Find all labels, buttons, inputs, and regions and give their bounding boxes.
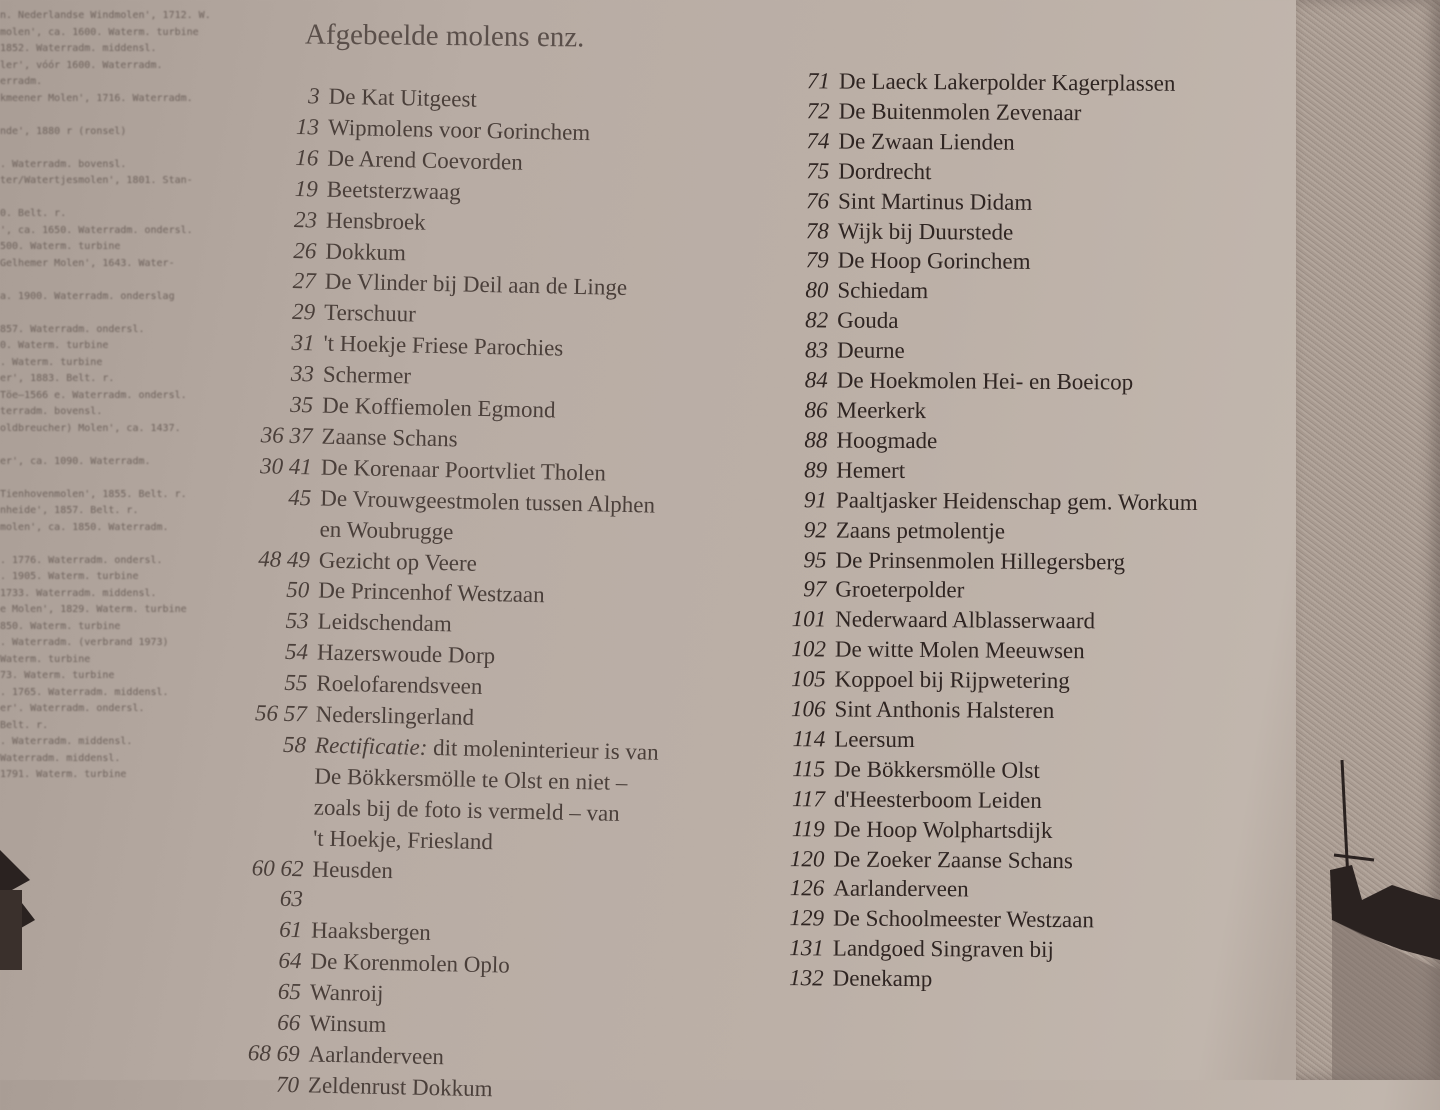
page-number: 117 — [792, 785, 825, 812]
list-item — [766, 604, 1286, 638]
list-item-text — [835, 575, 1286, 608]
list-item — [766, 544, 1286, 578]
page-number: 88 — [804, 427, 828, 453]
list-item — [765, 724, 1285, 758]
list-item-line-text: Landgoed Singraven bij — [832, 935, 1054, 963]
list-item — [766, 634, 1286, 668]
page-number: 91 — [803, 486, 828, 513]
molen-list-right — [764, 66, 1290, 997]
list-item — [769, 186, 1289, 220]
list-item-line — [834, 754, 1285, 787]
page-number: 92 — [803, 516, 827, 543]
list-item-line-text: De Arend Coevorden — [327, 145, 524, 175]
list-item-text — [833, 904, 1284, 937]
list-item-line-text: Zeldenrust Dokkum — [307, 1072, 493, 1102]
molen-list-left — [229, 80, 750, 1110]
list-item-line-text: De Korenaar Poortvliet Tholen — [320, 454, 607, 486]
list-item-text — [312, 854, 734, 925]
page-number: 68 69 — [247, 1040, 300, 1067]
list-item-text — [838, 126, 1289, 159]
page-number: 35 — [289, 391, 314, 418]
list-item-line — [837, 336, 1288, 369]
list-item-text — [835, 635, 1286, 668]
list-item-line-text: Schiedam — [837, 277, 929, 304]
list-item-text — [834, 724, 1285, 757]
margin-note-line: 1791. Waterm. turbine — [0, 769, 127, 780]
list-item-text — [319, 483, 741, 554]
list-item — [769, 156, 1289, 190]
list-item-line-text: d'Heesterboom Leiden — [833, 786, 1042, 813]
margin-note-line: molen', ca. 1850. Waterradm. — [0, 521, 169, 533]
margin-note-line: oldbreucher) Molen', ca. 1437. — [0, 422, 181, 434]
list-item-line-text: Meerkerk — [836, 397, 927, 424]
page-number: 30 41 — [259, 453, 313, 480]
list-item-line-text: Dokkum — [325, 238, 407, 265]
list-item-line — [835, 665, 1286, 698]
list-item-line-text: Zaans petmolentje — [835, 517, 1006, 544]
page-number: 74 — [806, 128, 830, 154]
page-number: 64 — [278, 948, 302, 974]
list-item-text — [834, 694, 1285, 727]
list-item — [764, 933, 1284, 996]
list-item — [765, 694, 1285, 728]
list-item-line — [834, 814, 1285, 847]
list-item — [767, 395, 1287, 429]
list-item-line-text: Koppoel bij Rijpwetering — [834, 666, 1070, 694]
margin-note-line: terradm. bovensl. — [0, 406, 103, 417]
list-item-line-text: Wanroij — [309, 979, 384, 1007]
margin-note-line: . 1905. Waterm. turbine — [0, 571, 139, 582]
list-item-line-text: Zaanse Schans — [321, 423, 458, 452]
list-item — [768, 275, 1288, 309]
margin-note-line: . 1765. Waterradm. middensl. — [0, 686, 169, 698]
list-item-line — [838, 216, 1289, 249]
page-number: 16 — [295, 144, 319, 171]
page-number: 58 — [282, 731, 307, 758]
windmill-silhouette-photo — [1312, 760, 1440, 1080]
page-number: 23 — [293, 206, 318, 233]
margin-note-line: 850. Waterm. turbine — [0, 620, 121, 632]
list-item-line-text: De Hoekmolen Hei- en Boeicop — [836, 367, 1134, 395]
list-item — [767, 485, 1287, 519]
list-item-text — [838, 246, 1289, 279]
list-item — [769, 245, 1289, 279]
list-item-line — [836, 485, 1287, 518]
list-item-line — [838, 156, 1289, 189]
list-item-text — [836, 515, 1287, 548]
page-number: 86 — [804, 397, 828, 423]
list-item-emphasis: Rectificatie: — [314, 732, 428, 760]
list-item-text — [836, 455, 1287, 488]
list-item-text — [833, 934, 1284, 997]
margin-note-line: . 1776. Waterradm. ondersl. — [0, 554, 163, 566]
list-item-line-text: Winsum — [309, 1010, 387, 1038]
list-item-line-text: Hoogmade — [836, 427, 938, 454]
page-number: 95 — [803, 546, 827, 572]
page-number: 65 — [277, 978, 302, 1005]
margin-note-line — [0, 107, 250, 124]
list-item-line-text: Schermer — [322, 361, 412, 389]
list-item-text — [834, 784, 1285, 817]
list-item-line — [833, 964, 1284, 997]
list-item-line-text: De Prinsenmolen Hillegersberg — [835, 546, 1126, 574]
page-number: 27 — [292, 268, 317, 294]
list-item — [768, 305, 1288, 339]
margin-note-line — [0, 190, 250, 207]
list-item — [234, 729, 736, 863]
list-item-line-text: Aarlanderveen — [833, 875, 969, 902]
page-number: 54 — [284, 639, 309, 665]
list-item-line-text: De Hoop Wolphartsdijk — [833, 816, 1053, 843]
list-item-line-text: De Vlinder bij Deil aan de Linge — [324, 269, 628, 301]
list-item-line-text: Wipmolens voor Gorinchem — [327, 114, 591, 146]
list-item — [768, 335, 1288, 369]
margin-note-line: er', ca. 1090. Waterradm. — [0, 455, 151, 467]
margin-note-line: . Waterm. turbine — [0, 356, 103, 368]
page-number: 71 — [806, 68, 830, 94]
list-item-line — [836, 425, 1287, 458]
list-item — [240, 482, 741, 554]
list-item — [764, 873, 1284, 907]
list-item-line-text: Leersum — [834, 726, 915, 752]
page-number: 83 — [804, 337, 829, 363]
list-item-line — [833, 904, 1284, 937]
page-number: 105 — [791, 666, 826, 692]
list-item-text — [838, 216, 1289, 249]
margin-note-line: nheide', 1857. Belt. r. — [0, 505, 139, 516]
list-item-line-text: Gouda — [837, 307, 899, 334]
page-number: 114 — [792, 726, 826, 752]
list-item-text — [835, 545, 1286, 578]
list-item-line-text: De Hoop Gorinchem — [837, 247, 1031, 275]
list-item-line-text: Nederwaard Alblasserwaard — [835, 606, 1096, 634]
list-item-line-text: De Bökkersmölle Olst — [834, 756, 1040, 783]
list-item-line-text: De Zoeker Zaanse Schans — [833, 846, 1074, 873]
margin-note-line: . Waterradm. (verbrand 1973) — [0, 637, 169, 648]
page-number: 106 — [790, 696, 826, 722]
list-item — [770, 96, 1290, 130]
margin-note-line: 0. Waterm. turbine — [0, 340, 109, 351]
list-item-text — [837, 306, 1288, 339]
list-item-line-text: Wijk bij Duurstede — [837, 218, 1014, 245]
page-number: 53 — [285, 608, 309, 634]
list-item-line — [835, 635, 1286, 668]
list-item-line-text: Haaksbergen — [310, 917, 432, 946]
page-number: 66 — [277, 1009, 301, 1036]
page-number: 119 — [791, 815, 825, 842]
list-item-text — [834, 814, 1285, 847]
margin-note-line — [0, 305, 250, 322]
margin-note-line: er'. Waterradm. ondersl. — [0, 703, 145, 714]
margin-note-line: ', ca. 1650. Waterradm. ondersl. — [0, 224, 193, 236]
list-item — [767, 515, 1287, 549]
list-item-line — [833, 874, 1284, 907]
margin-note-line: 500. Waterm. turbine — [0, 241, 121, 252]
list-item — [769, 126, 1289, 160]
list-item-line — [835, 605, 1286, 638]
page-number: 70 — [275, 1071, 300, 1098]
margin-note-line — [0, 470, 250, 487]
list-item — [765, 814, 1285, 848]
list-item-line — [838, 126, 1289, 159]
list-item-text — [836, 425, 1287, 458]
margin-note-line: 73. Waterm. turbine — [0, 670, 115, 681]
page-number: 75 — [806, 157, 830, 184]
page-number: 76 — [805, 187, 830, 214]
margin-note-line: Belt. r. — [0, 719, 49, 731]
list-item-line — [834, 724, 1285, 757]
margin-note-line: molen', ca. 1600. Waterm. turbine — [0, 26, 199, 38]
page-title: Afgebeelde molens enz. — [304, 18, 585, 54]
page-number: 3 — [307, 83, 320, 109]
list-item — [765, 754, 1285, 788]
list-item-line-text: Denekamp — [832, 965, 933, 992]
page-number: 115 — [792, 756, 826, 782]
page-number: 55 — [284, 670, 308, 696]
list-item-line-text: Gezicht op Veere — [318, 547, 478, 576]
margin-note-line: er', 1883. Belt. r. — [0, 373, 115, 384]
margin-note-line — [0, 437, 250, 454]
list-item-text — [837, 336, 1288, 369]
list-item-line-text: Roelofarendsveen — [316, 670, 483, 700]
page-number: 13 — [295, 113, 320, 140]
list-item-text — [837, 366, 1288, 399]
margin-note-line: erradm. — [0, 76, 43, 87]
list-item-line — [836, 395, 1287, 428]
list-item-line — [836, 455, 1287, 488]
list-item-line-text: en Woubrugge — [319, 516, 454, 545]
list-item-text — [836, 395, 1287, 428]
list-item — [233, 852, 734, 924]
page-number: 33 — [290, 361, 315, 387]
list-item-line — [834, 694, 1285, 727]
page-number: 19 — [294, 175, 319, 202]
margin-note-line: 0. Belt. r. — [0, 208, 67, 219]
list-item-line-text: Heusden — [312, 856, 394, 883]
margin-note-line: 1852. Waterradm. middensl. — [0, 43, 157, 54]
page-number: 89 — [804, 457, 828, 483]
list-item-text — [836, 485, 1287, 518]
page-number: 131 132 — [789, 935, 824, 991]
list-item-text — [838, 186, 1289, 219]
page-number: 26 — [293, 237, 317, 263]
margin-note-line: nde', 1880 r (ronsel) — [0, 125, 127, 137]
page-number: 84 — [804, 367, 828, 393]
list-item-line-text: dit moleninterieur is van — [427, 734, 659, 765]
page-number: 79 — [805, 247, 829, 273]
list-item-line-text: 't Hoekje, Friesland — [312, 825, 494, 854]
list-item-line-text: Leidschendam — [317, 608, 453, 637]
list-item-text — [839, 96, 1290, 129]
page-number: 45 — [288, 484, 312, 511]
margin-note-line: 1733. Waterradm. middensl. — [0, 587, 157, 599]
margin-note-line — [0, 140, 250, 157]
list-item-line-text: Aarlanderveen — [308, 1041, 445, 1070]
list-item-line-text: Sint Martinus Didam — [837, 188, 1033, 215]
list-item-line-text: De Princenhof Westzaan — [318, 578, 545, 608]
list-item — [770, 66, 1290, 100]
margin-note-line — [0, 536, 250, 553]
list-item-line-text: De Bökkersmölle te Olst en niet – — [314, 763, 628, 795]
margin-note-line: n. Nederlandse Windmolen', 1712. W. — [0, 10, 211, 21]
list-item-line — [837, 366, 1288, 399]
margin-note-line: ler', vóór 1600. Waterradm. — [0, 59, 163, 71]
list-item-line-text: De Koffiemolen Egmond — [321, 392, 556, 423]
list-item-line — [837, 306, 1288, 339]
list-item-line-text: 't Hoekje Friese Parochies — [323, 330, 564, 361]
margin-note-line: Waterm. turbine — [0, 653, 91, 665]
list-item-line-text: Terschuur — [323, 299, 417, 327]
page-number: 101 — [791, 606, 827, 632]
list-item-line-text: De Vrouwgeestmolen tussen Alphen — [320, 485, 656, 518]
list-item-line — [833, 934, 1284, 967]
list-item — [767, 455, 1287, 489]
list-item-line-text: Groeterpolder — [835, 576, 965, 603]
list-item-line — [833, 844, 1284, 877]
list-item-line — [835, 545, 1286, 578]
list-item-line-text: Hazerswoude Dorp — [316, 639, 496, 669]
page-number: 29 — [291, 299, 316, 325]
list-item-line-text: Deurne — [836, 337, 905, 364]
list-item-line-text: De Laeck Lakerpolder Kagerplassen — [838, 68, 1176, 96]
page-number: 120 — [789, 845, 825, 871]
list-item-line-text: Sint Anthonis Halsteren — [834, 696, 1055, 724]
list-item-line-text: Nederslingerland — [315, 701, 475, 730]
margin-note-line: Gelhemer Molen', 1643. Water- — [0, 257, 175, 269]
margin-note-line: a. 1900. Waterradm. onderslag — [0, 290, 175, 302]
list-item — [769, 216, 1289, 250]
page-number: 61 — [278, 917, 303, 943]
margin-note-line — [0, 272, 250, 289]
list-item-line — [838, 186, 1289, 219]
list-item — [768, 365, 1288, 399]
list-item-line-text: Dordrecht — [838, 158, 932, 184]
margin-note-line: ter/Watertjesmolen', 1801. Stan- — [0, 175, 193, 186]
page-number: 60 62 63 — [251, 854, 304, 912]
page-number: 72 — [806, 98, 830, 124]
page-number: 97 — [803, 576, 827, 602]
margin-notes — [0, 8, 250, 784]
list-item-line — [839, 96, 1290, 129]
list-item — [764, 903, 1284, 937]
page-number: 36 37 — [260, 422, 313, 449]
page-number: 129 — [789, 905, 825, 931]
margin-note-line: 857. Waterradm. ondersl. — [0, 323, 145, 335]
list-item-line — [834, 784, 1285, 817]
list-item-text — [833, 844, 1284, 877]
list-item-line — [837, 276, 1288, 309]
list-item-text — [839, 66, 1290, 99]
margin-note-line: kmeener Molen', 1716. Waterradm. — [0, 92, 193, 104]
page-number: 80 — [805, 277, 829, 303]
margin-note-line: Waterradm. middensl. — [0, 752, 121, 764]
margin-note-line: . Waterradm. middensl. — [0, 736, 133, 747]
list-item-line-text: zoals bij de foto is vermeld – van — [313, 794, 620, 826]
page-number: 102 — [791, 636, 827, 662]
list-item-line-text: Paaltjasker Heidenschap gem. Workum — [835, 487, 1198, 515]
page-number: 48 49 — [257, 545, 311, 572]
page-number: 50 — [286, 577, 310, 603]
margin-note-line: e Molen', 1829. Waterm. turbine — [0, 604, 187, 615]
list-item-line — [838, 246, 1289, 279]
list-item-text — [835, 665, 1286, 698]
margin-note-line: Töe—1566 e. Waterradm. ondersl. — [0, 389, 187, 401]
page-number: 31 — [291, 330, 315, 356]
windmill-illustration-left — [0, 830, 40, 970]
list-item-line-text: De Korenmolen Oplo — [310, 948, 511, 978]
page-number: 56 57 — [254, 700, 307, 727]
list-item — [764, 844, 1284, 878]
list-item — [767, 425, 1287, 459]
list-item-line-text: De witte Molen Meeuwsen — [834, 636, 1085, 664]
list-item-line-text: Hemert — [836, 457, 906, 483]
page-number: 126 — [789, 875, 825, 901]
list-item-text — [837, 276, 1288, 309]
margin-note-line: . Waterradm. bovensl. — [0, 158, 127, 170]
list-item-line — [839, 66, 1290, 99]
list-item-line-text: Beetsterzwaag — [326, 176, 462, 205]
list-item — [766, 664, 1286, 698]
page-number: 82 — [805, 307, 829, 333]
list-item-line-text: De Zwaan Lienden — [838, 128, 1015, 155]
list-item-line — [835, 575, 1286, 608]
list-item — [765, 784, 1285, 818]
list-item-line — [836, 515, 1287, 548]
list-item — [766, 574, 1286, 608]
list-item-line-text: De Kat Uitgeest — [328, 83, 478, 112]
list-item-text — [833, 874, 1284, 907]
list-item-text — [313, 731, 736, 863]
margin-note-line: Tienhovenmolen', 1855. Belt. r. — [0, 488, 187, 500]
list-item-text — [838, 156, 1289, 189]
list-item-line-text: De Buitenmolen Zevenaar — [838, 98, 1082, 126]
list-item-line-text: Hensbroek — [325, 207, 426, 235]
page-number: 78 — [805, 217, 829, 243]
list-item-text — [835, 605, 1286, 638]
list-item-line-text: De Schoolmeester Westzaan — [832, 905, 1094, 933]
list-item-text — [834, 754, 1285, 787]
